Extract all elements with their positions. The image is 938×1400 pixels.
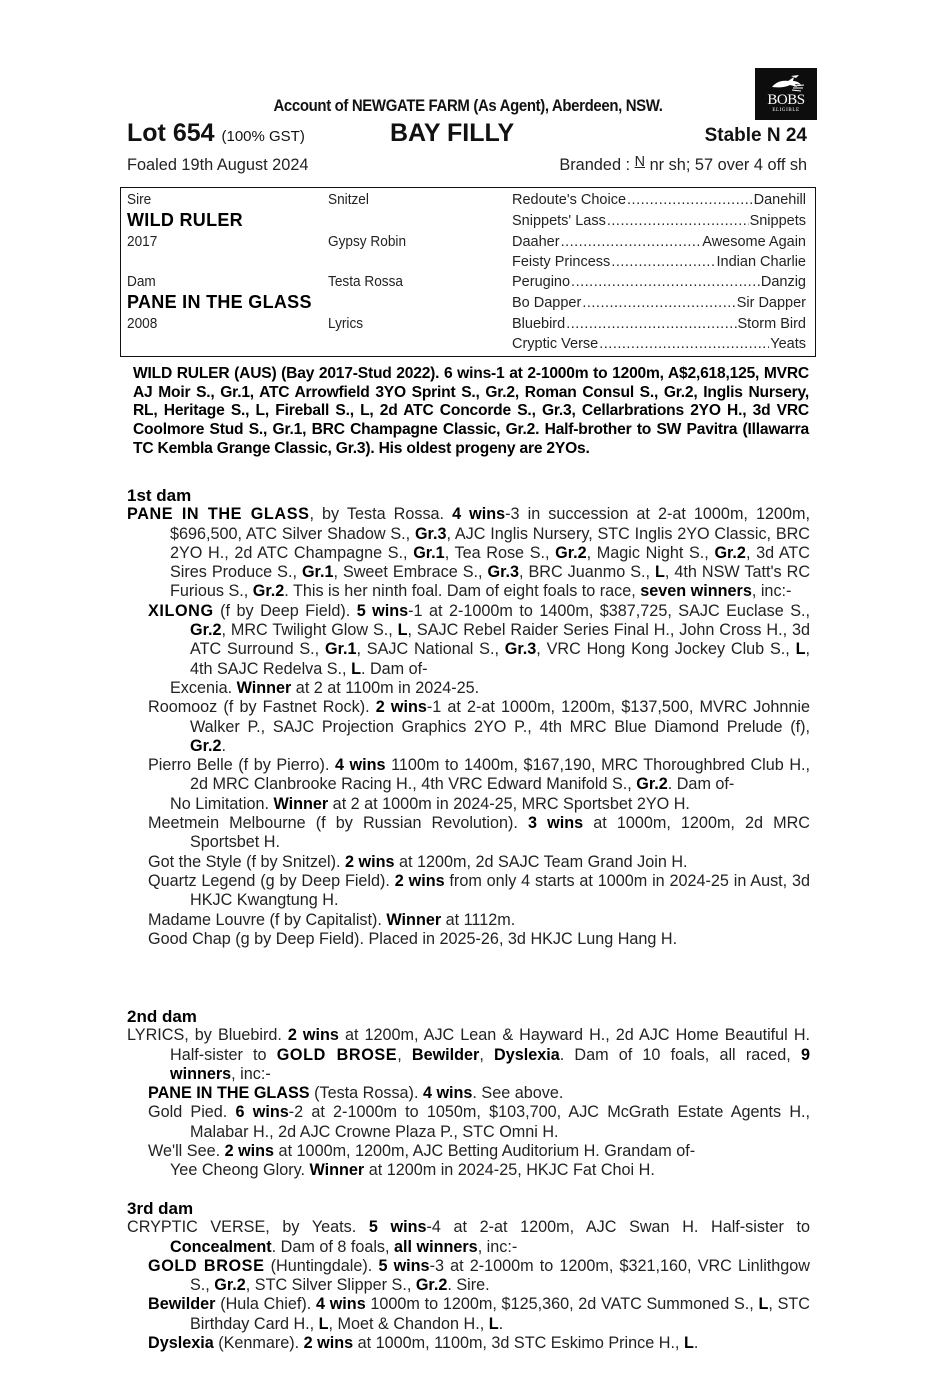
great-grandparent-row: Perugino ..... Danzig <box>512 274 806 290</box>
great-grandparent-row: Cryptic Verse ..... Yeats <box>512 336 806 352</box>
dam-label: Dam <box>127 274 156 290</box>
section-heading: 2nd dam <box>127 1007 197 1026</box>
great-grandparent-row: Feisty Princess ..... Indian Charlie <box>512 254 806 270</box>
sire-year: 2017 <box>127 234 158 250</box>
progeny-entry: Bewilder (Hula Chief). 4 wins 1000m to 1200m, $125,360, 2d VATC Summoned S., L, STC Birthday Card H., L, Moet & Chandon H., L. <box>148 1295 810 1333</box>
third-dam-section <box>127 1199 810 1353</box>
progeny-entry: XILONG (f by Deep Field). 5 wins-1 at 2-1000m to 1400m, $387,725, SAJC Euclase S., Gr.2, MRC Twilight Glow S., L, SAJC Rebel Raider Series Final H., John Cross H., 3d ATC Surround S., Gr.1, SAJC National S., Gr.3, VRC Hong Kong Jockey Club S., L, 4th SAJC Redelva S., L. Dam of- <box>148 601 810 678</box>
sire-label: Sire <box>127 192 152 208</box>
lot-number <box>127 119 305 148</box>
great-grandparent-row: Redoute's Choice ..... Danehill <box>512 192 806 208</box>
branding <box>559 155 807 175</box>
leader-dots <box>607 213 749 229</box>
stable-location: Stable N 24 <box>704 125 807 146</box>
progeny-entry: We'll See. 2 wins at 1000m, 1200m, AJC Betting Auditorium H. Grandam of- <box>148 1142 696 1161</box>
second-dam-section <box>127 1007 810 1181</box>
section-heading: 3rd dam <box>127 1199 194 1218</box>
grand-progeny-entry: No Limitation. Winner at 2 at 1000m in 2024-25, MRC Sportsbet 2YO H. <box>170 794 690 813</box>
gst-note: (100% GST) <box>221 128 305 145</box>
leader-dots <box>566 316 736 332</box>
sire-sire: Snitzel <box>328 192 369 208</box>
branded-suffix: nr sh; 57 over 4 off sh <box>644 155 807 174</box>
progeny-entry: Dyslexia (Kenmare). 2 wins at 1000m, 1100m, 3d STC Eskimo Prince H., L. <box>148 1334 699 1353</box>
logo-subtext: ELIGIBLE <box>772 108 800 113</box>
dam-name: PANE IN THE GLASS <box>127 292 312 312</box>
progeny-entry: Quartz Legend (g by Deep Field). 2 wins from only 4 starts at 1000m in 2024-25 in Aust, 3d HKJC Kwangtung H. <box>148 871 810 910</box>
grand-progeny-entry: Excenia. Winner at 2 at 1100m in 2024-25. <box>170 678 480 697</box>
great-grandparent-row: Snippets' Lass ..... Snippets <box>512 213 806 229</box>
progeny-entry: GOLD BROSE (Huntingdale). 5 wins-3 at 2-1000m to 1200m, $321,160, VRC Linlithgow S., Gr.2, STC Silver Slipper S., Gr.2. Sire. <box>148 1256 810 1295</box>
dam-entry: PANE IN THE GLASS, by Testa Rossa. 4 wins-3 in succession at 2-at 1000m, 1200m, $696,500, ATC Silver Shadow S., Gr.3, AJC Inglis Nursery, STC Inglis 2YO Classic, BRC 2YO H., 2d ATC Champagne S., Gr.1, Tea Rose S., Gr.2, Magic Night S., Gr.2, 3d ATC Sires Produce S., Gr.1, Sweet Embrace S., Gr.3, BRC Juanmo S., L, 4th NSW Tatt's RC Furious S., Gr.2. This is her ninth foal. Dam of eight foals to race, seven winners, inc:- <box>127 505 811 601</box>
dam-sire: Testa Rossa <box>328 274 404 290</box>
great-grandparent-row: Bo Dapper ..... Sir Dapper <box>512 295 806 311</box>
first-dam-section <box>127 486 810 949</box>
dam-year: 2008 <box>127 316 158 332</box>
lot-label: Lot 654 <box>127 119 215 147</box>
section-heading: 1st dam <box>127 486 192 505</box>
sire-summary: WILD RULER (AUS) (Bay 2017-Stud 2022). 6 wins-1 at 2-1000m to 1200m, A$2,618,125, MVRC AJ Moir S., Gr.1, ATC Arrowfield 3YO Sprint S., Gr.2, Roman Consul S., Gr.2, Inglis Nursery, RL, Heritage S., L, Fireball S., L, 2d ATC Concorde S., Gr.3, Cellarbrations 2YO H., 3d VRC Coolmore Stud S., Gr.1, BRC Champagne Classic, Gr.2. Half-brother to SW Pavitra (Illawarra TC Kembla Grange Classic, Gr.3). His oldest progeny are 2YOs. <box>133 365 809 457</box>
great-grandparent-row: Bluebird ..... Storm Bird <box>512 316 806 332</box>
great-grandparent-row: Daaher ..... Awesome Again <box>512 234 806 250</box>
progeny-entry: Roomooz (f by Fastnet Rock). 2 wins-1 at 2-at 1000m, 1200m, $137,500, MVRC Johnnie Walker P., SAJC Projection Graphics 2YO P., 4th MRC Blue Diamond Prelude (f), Gr.2. <box>148 698 810 755</box>
progeny-entry: Meetmein Melbourne (f by Russian Revolution). 3 wins at 1000m, 1200m, 2d MRC Sportsbet H. <box>148 814 811 852</box>
leader-dots <box>611 254 715 270</box>
dam-entry: CRYPTIC VERSE, by Yeats. 5 wins-4 at 2-at 1200m, AJC Swan H. Half-sister to Concealment. Dam of 8 foals, all winners, inc:- <box>127 1218 810 1256</box>
logo-text: BOBS <box>767 92 805 108</box>
progeny-entry: Madame Louvre (f by Capitalist). Winner at 1112m. <box>148 910 516 929</box>
leader-dots <box>582 295 735 311</box>
progeny-entry: Got the Style (f by Snitzel). 2 wins at 1200m, 2d SAJC Team Grand Join H. <box>148 852 688 871</box>
pedigree-table <box>120 187 816 357</box>
sire-name: WILD RULER <box>127 210 243 230</box>
leader-dots <box>627 192 753 208</box>
brand-mark-icon: N <box>634 153 645 170</box>
dam-dam: Lyrics <box>328 316 364 332</box>
leader-dots <box>599 336 769 352</box>
branded-prefix: Branded : <box>559 155 635 174</box>
progeny-entry: Good Chap (g by Deep Field). Placed in 2025-26, 3d HKJC Lung Hang H. <box>148 929 678 948</box>
foaled-date: Foaled 19th August 2024 <box>127 155 309 174</box>
vendor-account: Account of NEWGATE FARM (As Agent), Aberdeen, NSW. <box>273 96 663 115</box>
sire-dam: Gypsy Robin <box>328 234 407 250</box>
progeny-entry: Gold Pied. 6 wins-2 at 2-1000m to 1050m, $103,700, AJC McGrath Estate Agents H., Malabar H., 2d AJC Crowne Plaza P., STC Omni H. <box>148 1103 811 1141</box>
grand-progeny-entry: Yee Cheong Glory. Winner at 1200m in 2024-25, HKJC Fat Choi H. <box>170 1161 655 1180</box>
dam-entry: LYRICS, by Bluebird. 2 wins at 1200m, AJC Lean & Hayward H., 2d AJC Home Beautiful H. Half-sister to GOLD BROSE, Bewilder, Dyslexia. Dam of 10 foals, all raced, 9 winners, inc:- <box>127 1026 811 1083</box>
progeny-entry: Pierro Belle (f by Pierro). 4 wins 1100m to 1400m, $167,190, MRC Thoroughbred Club H., 2d MRC Clanbrooke Racing H., 4th VRC Edward Manifold S., Gr.2. Dam of- <box>148 756 811 794</box>
horse-head-icon <box>766 73 806 93</box>
progeny-entry: PANE IN THE GLASS (Testa Rossa). 4 wins. See above. <box>148 1084 564 1103</box>
leader-dots <box>571 274 760 290</box>
horse-description: BAY FILLY <box>390 119 515 147</box>
leader-dots <box>561 234 702 250</box>
